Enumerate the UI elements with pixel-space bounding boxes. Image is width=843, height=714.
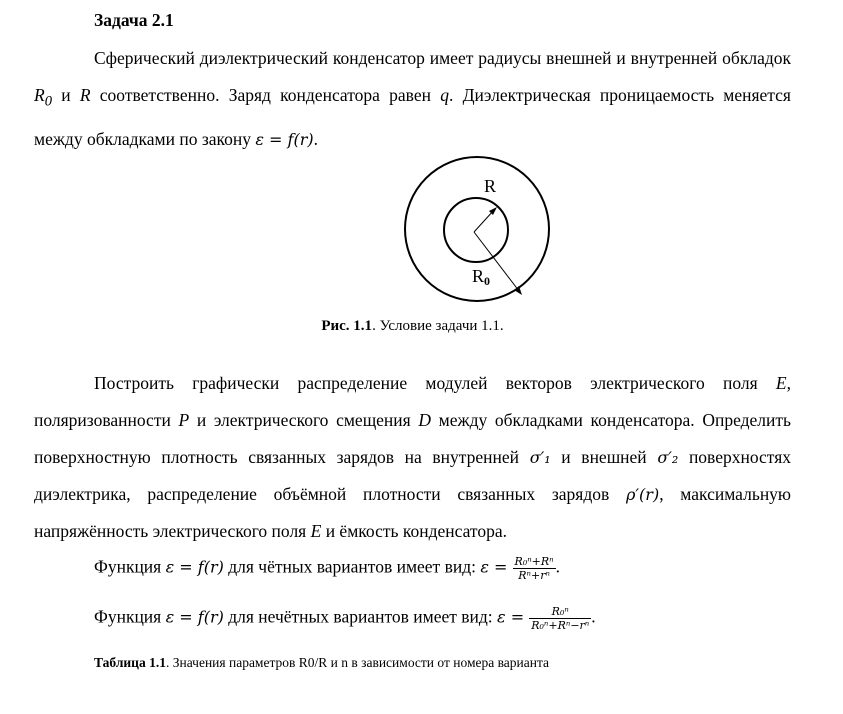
var-R0: $R_0$ bbox=[34, 85, 52, 110]
formula-eps: ε = f(r) bbox=[165, 607, 224, 627]
denominator: Rⁿ+rⁿ bbox=[518, 569, 550, 582]
var-E: E bbox=[310, 521, 322, 541]
var-R: R bbox=[79, 85, 91, 105]
text: и электрического смещения bbox=[189, 410, 419, 430]
var-rho: ρ′(r) bbox=[626, 485, 660, 504]
formula-eps: ε = f(r) bbox=[165, 557, 224, 577]
table-caption-label: Таблица 1.1 bbox=[94, 655, 166, 670]
formula-eps: ε = f(r) bbox=[255, 129, 314, 149]
text: . bbox=[313, 128, 318, 149]
text: Сферический диэлектрический конденсатор имеет радиусы внешней и внутренней обкладок bbox=[94, 48, 791, 68]
var-q: q bbox=[440, 85, 449, 105]
caption-text: . Условие задачи 1.1. bbox=[372, 318, 504, 334]
capacitor-figure bbox=[394, 150, 564, 320]
text: , поляризованности bbox=[34, 373, 791, 430]
text: . bbox=[591, 606, 596, 627]
text: для нечётных вариантов имеет вид: bbox=[223, 606, 498, 627]
denominator: R₀ⁿ+Rⁿ−rⁿ bbox=[531, 619, 590, 632]
text: Функция bbox=[94, 606, 166, 627]
var-E: E bbox=[775, 373, 787, 393]
task-description bbox=[34, 365, 791, 550]
text: между обкладками конденсатора. Определить поверхностную плотность связанных зарядов на внутренней bbox=[34, 410, 792, 467]
text: соответственно. Заряд конденсатора равен bbox=[90, 85, 441, 105]
text: . Диэлектрическая проницаемость меняется между обкладками по закону bbox=[34, 85, 791, 149]
var-D: D bbox=[418, 410, 432, 430]
capacitor-diagram bbox=[394, 150, 564, 315]
text: Функция bbox=[94, 556, 166, 577]
var-sigma1: σ′₁ bbox=[529, 448, 551, 467]
text: и внешней bbox=[550, 447, 658, 467]
fraction bbox=[529, 605, 591, 632]
table-caption bbox=[94, 655, 549, 671]
problem-title: Задача 2.1 bbox=[94, 10, 174, 30]
label-R0: R0 bbox=[472, 266, 491, 288]
text: , максимальную напряжённость электрического поля bbox=[34, 484, 792, 541]
text: поверхностях диэлектрика, распределение объёмной плотности связанных зарядов bbox=[34, 447, 792, 504]
numerator: R₀ⁿ+Rⁿ bbox=[514, 555, 554, 568]
fraction bbox=[513, 555, 556, 582]
formula-lhs: ε = bbox=[497, 607, 530, 627]
formula-lhs: ε = bbox=[480, 557, 513, 577]
text: . bbox=[555, 556, 561, 577]
caption-label: Рис. 1.1 bbox=[321, 318, 373, 334]
label-R: R bbox=[484, 176, 497, 196]
var-sigma2: σ′₂ bbox=[657, 448, 679, 467]
numerator: R₀ⁿ bbox=[529, 605, 591, 619]
function-odd bbox=[94, 605, 596, 632]
text: и bbox=[52, 85, 80, 105]
table-caption-text: . Значения параметров R0/R и n в зависимости от номера варианта bbox=[165, 655, 550, 670]
radius-R-arrow bbox=[474, 210, 494, 232]
problem-statement bbox=[34, 40, 791, 158]
text: и ёмкость конденсатора. bbox=[321, 521, 507, 541]
function-even bbox=[94, 555, 560, 582]
text: для чётных вариантов имеет вид: bbox=[223, 556, 481, 577]
var-P: P bbox=[178, 410, 190, 430]
text: Построить графически распределение модулей векторов электрического поля bbox=[94, 373, 776, 393]
figure-caption bbox=[34, 318, 791, 335]
